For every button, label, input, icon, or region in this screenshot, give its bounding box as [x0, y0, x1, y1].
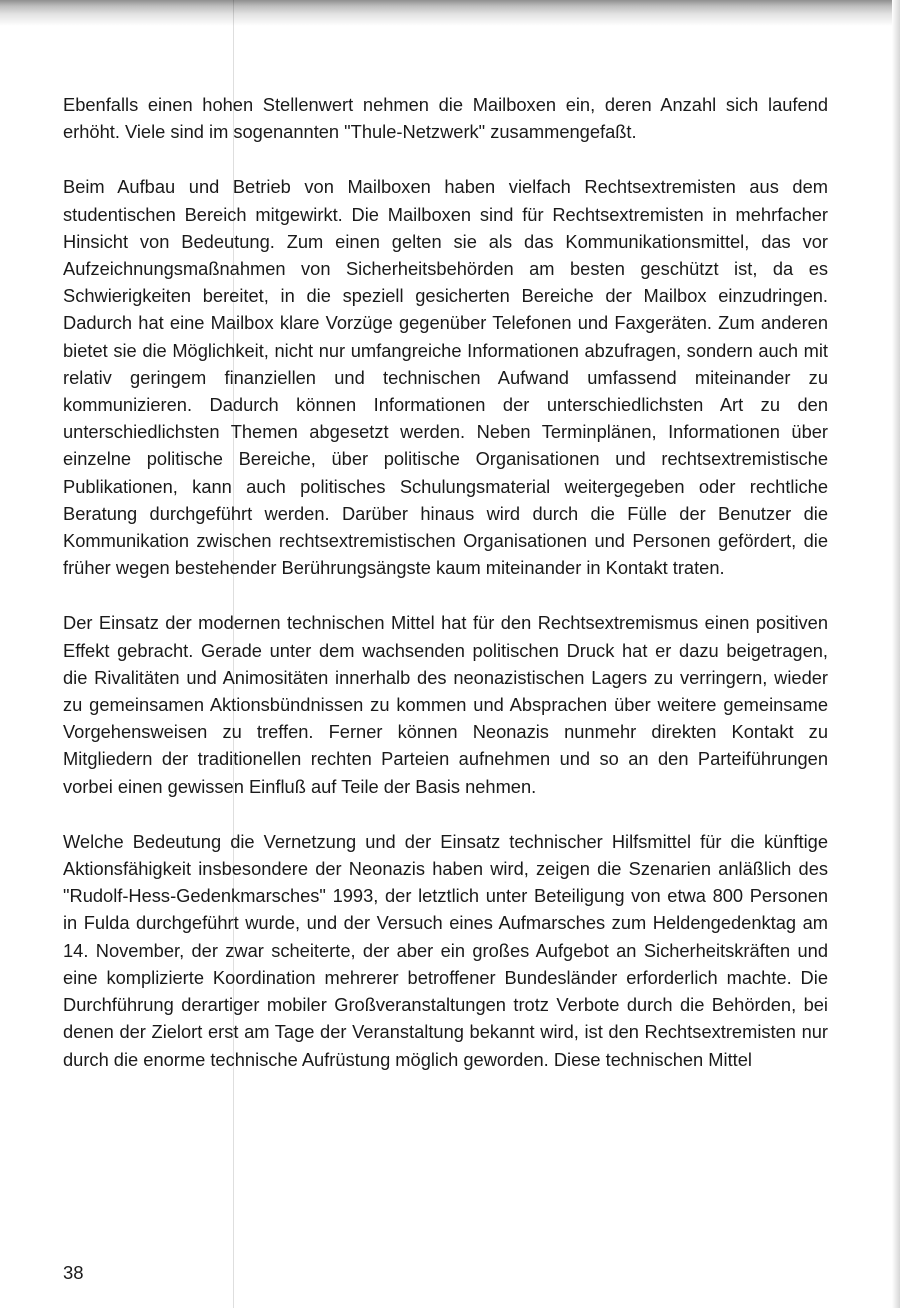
scan-right-edge [892, 0, 900, 1308]
paragraph-mailboxes-significance: Beim Aufbau und Betrieb von Mailboxen haben vielfach Rechtsextremisten aus dem studentischen Bereich mitgewirkt. Die Mailboxen sind für Rechtsextremisten in mehrfacher Hinsicht von Bedeutung. Zum einen gelten sie als das Kommunikationsmittel, das vor Aufzeichnungsmaßnahmen von Sicherheitsbehörden am besten geschützt ist, da es Schwierigkeiten bereitet, in die speziell gesicherten Bereiche der Mailbox einzudringen. Dadurch hat eine Mailbox klare Vorzüge gegenüber Telefonen und Faxgeräten. Zum anderen bietet sie die Möglichkeit, nicht nur umfangreiche Informationen abzufragen, sondern auch mit relativ geringem finanziellen und technischen Aufwand umfassend miteinander zu kommunizieren. Dadurch können Informationen der unterschiedlichsten Art zu den unterschiedlichsten Themen abgesetzt werden. Neben Terminplänen, Informationen über einzelne politische Bereiche, über politische Organisationen und rechtsextremistische Publikationen, kann auch politisches Schulungsmaterial weitergegeben oder rechtliche Beratung durchgeführt werden. Darüber hinaus wird durch die Fülle der Benutzer die Kommunikation zwischen rechtsextremistischen Organisationen und Personen gefördert, die früher wegen bestehender Berührungsängste kaum miteinander in Kontakt traten. [63, 176, 828, 579]
scan-edge-shadow [0, 0, 900, 26]
page-number: 38 [63, 1262, 84, 1283]
paragraph-networking-outlook: Welche Bedeutung die Vernetzung und der Einsatz technischer Hilfsmittel für die künftige Aktionsfähigkeit insbesondere der Neonazis haben wird, zeigen die Szenarien anläßlich des "Rudolf-Hess-Gedenkmarsches" 1993, der letztlich unter Beteiligung von etwa 800 Personen in Fulda durchgeführt wurde, und der Versuch eines Aufmarsches zum Heldengedenktag am 14. November, der zwar scheiterte, der aber ein großes Aufgebot an Sicherheitskräften und eine komplizierte Koordination mehrerer betroffener Bundesländer erforderlich machte. Die Durchführung derartiger mobiler Großveranstaltungen trotz Verbote durch die Behörden, bei denen der Zielort erst am Tage der Veranstaltung bekannt wird, ist den Rechtsextremisten nur durch die enorme technische Aufrüstung möglich geworden. Diese technischen Mittel [63, 830, 828, 1070]
paragraph-mailboxes-intro: Ebenfalls einen hohen Stellenwert nehmen die Mailboxen ein, deren Anzahl sich laufend erhöht. Viele sind im sogenannten "Thule-Netzwerk" zusammengefaßt. [63, 94, 828, 143]
paragraph-technical-means-effect: Der Einsatz der modernen technischen Mittel hat für den Rechtsextremismus einen positiven Effekt gebracht. Gerade unter dem wachsenden politischen Druck hat er dazu beigetragen, die Rivalitäten und Animositäten innerhalb des neonazistischen Lagers zu verringern, wieder zu gemeinsamen Aktionsbündnissen zu kommen und Absprachen über weitere gemeinsame Vorgehensweisen zu treffen. Ferner können Neonazis nunmehr direkten Kontakt zu Mitgliedern der traditionellen rechten Parteien aufnehmen und so an den Parteiführungen vorbei einen gewissen Einfluß auf Teile der Basis nehmen. [63, 612, 828, 797]
document-body [63, 91, 828, 1101]
